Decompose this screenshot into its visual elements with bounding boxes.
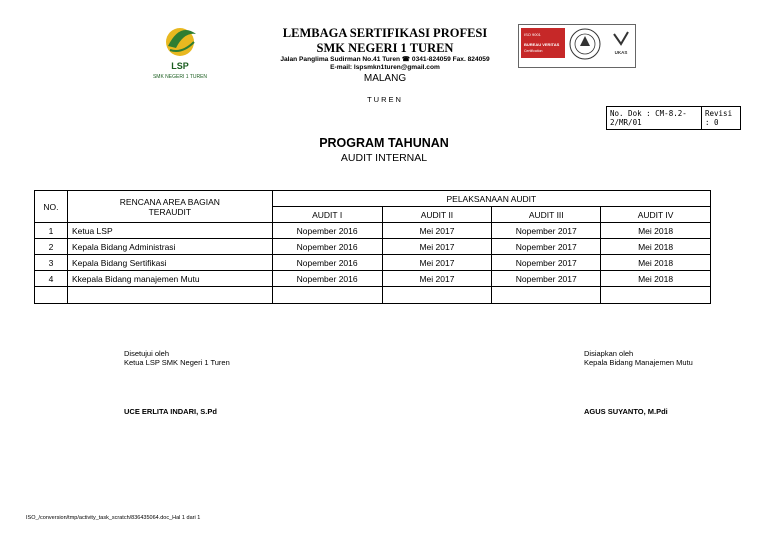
row-audit-2: Mei 2017 xyxy=(382,223,492,239)
signature-left-block xyxy=(124,349,230,367)
audit-schedule-table xyxy=(34,190,711,304)
row-audit-2: Mei 2017 xyxy=(382,239,492,255)
doc-revision: Revisi : 0 xyxy=(702,107,741,130)
logo-subtext: SMK NEGERI 1 TUREN xyxy=(152,74,208,80)
row-audit-4: Mei 2018 xyxy=(601,271,711,287)
row-audit-3: Nopember 2017 xyxy=(492,223,601,239)
table-row xyxy=(35,271,711,287)
row-audit-4: Mei 2018 xyxy=(601,239,711,255)
row-area: Kkepala Bidang manajemen Mutu xyxy=(67,271,272,287)
signature-right-line2: Kepala Bidang Manajemen Mutu xyxy=(584,358,693,367)
svg-text:UKAS: UKAS xyxy=(614,50,628,55)
doc-number: No. Dok : CM-8.2-2/MR/01 xyxy=(607,107,702,130)
signature-right-line1: Disiapkan oleh xyxy=(584,349,634,358)
row-audit-4: Mei 2018 xyxy=(601,223,711,239)
row-no: 4 xyxy=(35,271,68,287)
row-audit-3: Nopember 2017 xyxy=(492,255,601,271)
row-audit-1: Nopember 2016 xyxy=(272,239,382,255)
header-audit-3: AUDIT III xyxy=(492,207,601,223)
org-name-line1: LEMBAGA SERTIFIKASI PROFESI xyxy=(282,26,488,40)
row-audit-1: Nopember 2016 xyxy=(272,271,382,287)
page-subtitle: AUDIT INTERNAL xyxy=(340,152,428,164)
row-area: Kepala Bidang Sertifikasi xyxy=(67,255,272,271)
org-city: MALANG xyxy=(363,73,407,84)
table-row-empty xyxy=(35,287,711,304)
doc-info-box xyxy=(606,106,741,130)
row-audit-1: Nopember 2016 xyxy=(272,223,382,239)
row-audit-3: Nopember 2017 xyxy=(492,271,601,287)
logo-text: LSP xyxy=(171,61,189,71)
table-row xyxy=(35,239,711,255)
header-pelaksanaan: PELAKSANAAN AUDIT xyxy=(272,191,710,207)
table-row xyxy=(35,223,711,239)
row-audit-2: Mei 2017 xyxy=(382,271,492,287)
header-area: RENCANA AREA BAGIAN TERAUDIT xyxy=(67,191,272,223)
org-name-line2: SMK NEGERI 1 TUREN xyxy=(316,41,454,55)
row-no: 3 xyxy=(35,255,68,271)
svg-text:Certification: Certification xyxy=(524,49,543,53)
row-no: 2 xyxy=(35,239,68,255)
row-no: 1 xyxy=(35,223,68,239)
signature-left-line2: Ketua LSP SMK Negeri 1 Turen xyxy=(124,358,230,367)
row-audit-3: Nopember 2017 xyxy=(492,239,601,255)
signature-left-name: UCE ERLITA INDARI, S.Pd xyxy=(124,407,217,416)
header-audit-2: AUDIT II xyxy=(382,207,492,223)
signature-right-block xyxy=(584,349,693,367)
row-audit-4: Mei 2018 xyxy=(601,255,711,271)
header-audit-4: AUDIT IV xyxy=(601,207,711,223)
svg-text:ISO 9001: ISO 9001 xyxy=(524,32,541,37)
signature-left-line1: Disetujui oleh xyxy=(124,349,170,358)
svg-text:BUREAU VERITAS: BUREAU VERITAS xyxy=(524,42,560,47)
page-title: PROGRAM TAHUNAN xyxy=(319,136,449,150)
table-row xyxy=(35,255,711,271)
row-area: Ketua LSP xyxy=(67,223,272,239)
row-area: Kepala Bidang Administrasi xyxy=(67,239,272,255)
lsp-logo xyxy=(150,24,210,82)
header-no: NO. xyxy=(35,191,68,223)
header-audit-1: AUDIT I xyxy=(272,207,382,223)
row-audit-2: Mei 2017 xyxy=(382,255,492,271)
certification-badge xyxy=(518,24,636,68)
org-email: E-mail: lspsmkn1turen@gmail.com xyxy=(330,64,440,71)
org-town: TUREN xyxy=(367,95,403,104)
signature-right-name: AGUS SUYANTO, M.Pdi xyxy=(584,407,668,416)
org-address: Jalan Panglima Sudirman No.41 Turen ☎ 0341-824059 Fax. 824059 xyxy=(280,56,490,63)
row-audit-1: Nopember 2016 xyxy=(272,255,382,271)
page-footer: ISO_/conversion/tmp/activity_task_scratch/836435064.doc_Hal 1 dari 1 xyxy=(26,515,201,521)
